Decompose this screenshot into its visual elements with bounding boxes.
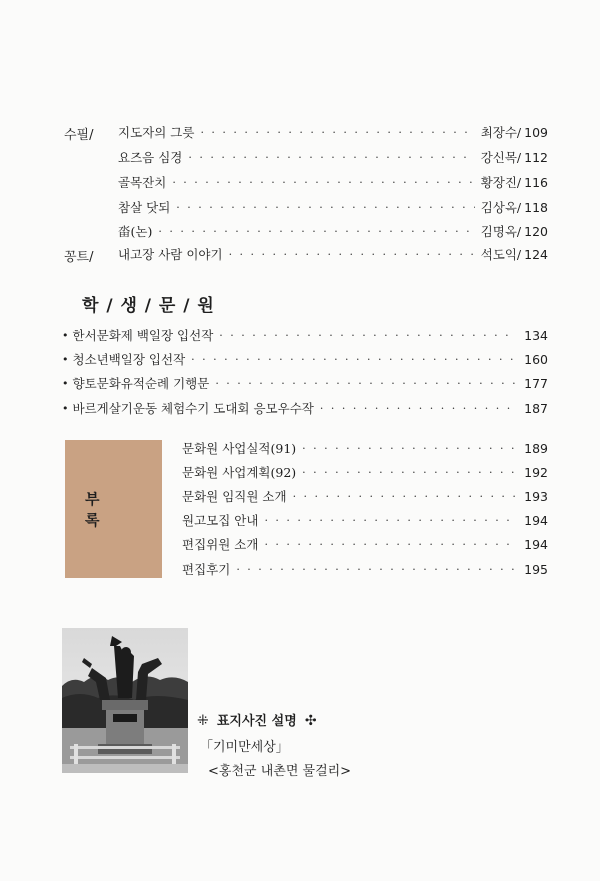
toc-page-number: 187 — [524, 400, 548, 416]
toc-author: 김상옥/ — [480, 200, 522, 215]
ornament-right-icon: ✣ — [304, 713, 317, 729]
toc-row-essay-5 — [118, 221, 548, 241]
toc-row-essay-1 — [118, 122, 548, 142]
toc-author: 황장진/ — [480, 175, 522, 190]
cover-photo — [62, 628, 188, 773]
dot-leader — [293, 490, 516, 503]
toc-author: 석도익/ — [480, 247, 522, 262]
cover-photo-title: 「기미만세상」 — [200, 740, 289, 755]
toc-page-number: 112 — [524, 149, 548, 165]
toc-author: 강신목/ — [480, 150, 522, 165]
toc-page-number: 116 — [524, 174, 548, 190]
appendix-box — [65, 440, 162, 578]
toc-author: 김명옥/ — [480, 224, 522, 239]
toc-row-appendix-3 — [182, 486, 548, 506]
dot-leader — [302, 466, 515, 479]
dot-leader — [264, 538, 515, 551]
dot-leader — [302, 442, 515, 455]
toc-title: 문화원 사업실적(91) — [182, 441, 297, 456]
dot-leader — [229, 248, 475, 261]
bullet-icon: • — [62, 328, 69, 342]
dot-leader — [264, 514, 515, 527]
toc-title: 문화원 사업계획(92) — [182, 465, 297, 480]
toc-title: 편집위원 소개 — [182, 537, 259, 552]
toc-title: 지도자의 그릇 — [118, 125, 195, 140]
toc-title: 향토문화유적순례 기행문 — [72, 376, 210, 391]
toc-row-essay-4 — [118, 197, 548, 217]
toc-page-number: 177 — [524, 375, 548, 391]
toc-row-appendix-1 — [182, 438, 548, 458]
dot-leader — [158, 225, 474, 238]
toc-title: 골목잔치 — [118, 175, 167, 190]
toc-page-number: 194 — [524, 536, 548, 552]
toc-page-number: 160 — [524, 351, 548, 367]
toc-row-student-4 — [62, 398, 548, 418]
dot-leader — [219, 329, 515, 342]
dot-leader — [172, 176, 474, 189]
toc-title: 요즈음 심경 — [118, 150, 183, 165]
toc-row-student-2 — [62, 349, 548, 369]
toc-row-essay-3 — [118, 172, 548, 192]
toc-title: 한서문화제 백일장 입선작 — [72, 328, 214, 343]
toc-page-number: 124 — [524, 246, 548, 262]
cover-photo-heading-line — [197, 710, 317, 729]
dot-leader — [176, 201, 474, 214]
bullet-icon: • — [62, 352, 69, 366]
toc-row-appendix-6 — [182, 559, 548, 579]
dot-leader — [215, 377, 515, 390]
dot-leader — [320, 402, 515, 415]
bullet-icon: • — [62, 401, 69, 415]
toc-author: 최장수/ — [480, 125, 522, 140]
toc-page-number: 194 — [524, 512, 548, 528]
toc-row-appendix-2 — [182, 462, 548, 482]
toc-title: 원고모집 안내 — [182, 513, 259, 528]
toc-page-number: 134 — [524, 327, 548, 343]
toc-row-student-1 — [62, 325, 548, 345]
toc-row-short-story — [118, 244, 548, 264]
dot-leader — [191, 353, 515, 366]
appendix-label: 부 록 — [85, 490, 120, 529]
toc-title: 畓(논) — [118, 224, 153, 239]
bullet-icon: • — [62, 376, 69, 390]
toc-page-number: 120 — [524, 223, 548, 239]
cover-photo-heading: 표지사진 설명 — [216, 714, 297, 729]
dot-leader — [236, 563, 515, 576]
toc-title: 내고장 사람 이야기 — [118, 247, 223, 262]
toc-title: 문화원 임직원 소개 — [182, 489, 287, 504]
section-heading-student: 학 / 생 / 문 / 원 — [82, 296, 215, 316]
dot-leader — [188, 151, 474, 164]
toc-row-appendix-4 — [182, 510, 548, 530]
toc-title: 바르게살기운동 체험수기 도대회 응모우수작 — [72, 401, 314, 416]
ornament-left-icon: ⁜ — [197, 713, 209, 729]
toc-page-number: 109 — [524, 124, 548, 140]
toc-page-number: 189 — [524, 440, 548, 456]
toc-row-student-3 — [62, 373, 548, 393]
cover-photo-location: <홍천군 내촌면 물걸리> — [208, 764, 352, 779]
toc-title: 청소년백일장 입선작 — [72, 352, 186, 367]
toc-page-number: 192 — [524, 464, 548, 480]
toc-page-number: 193 — [524, 488, 548, 504]
toc-page-number: 118 — [524, 199, 548, 215]
toc-title: 편집후기 — [182, 562, 231, 577]
toc-title: 참살 닷되 — [118, 200, 171, 215]
toc-row-essay-2 — [118, 147, 548, 167]
toc-row-appendix-5 — [182, 534, 548, 554]
dot-leader — [200, 126, 474, 139]
category-short-story-label: 꽁트/ — [64, 250, 94, 265]
toc-page-number: 195 — [524, 561, 548, 577]
category-essay-label: 수필/ — [64, 128, 94, 143]
